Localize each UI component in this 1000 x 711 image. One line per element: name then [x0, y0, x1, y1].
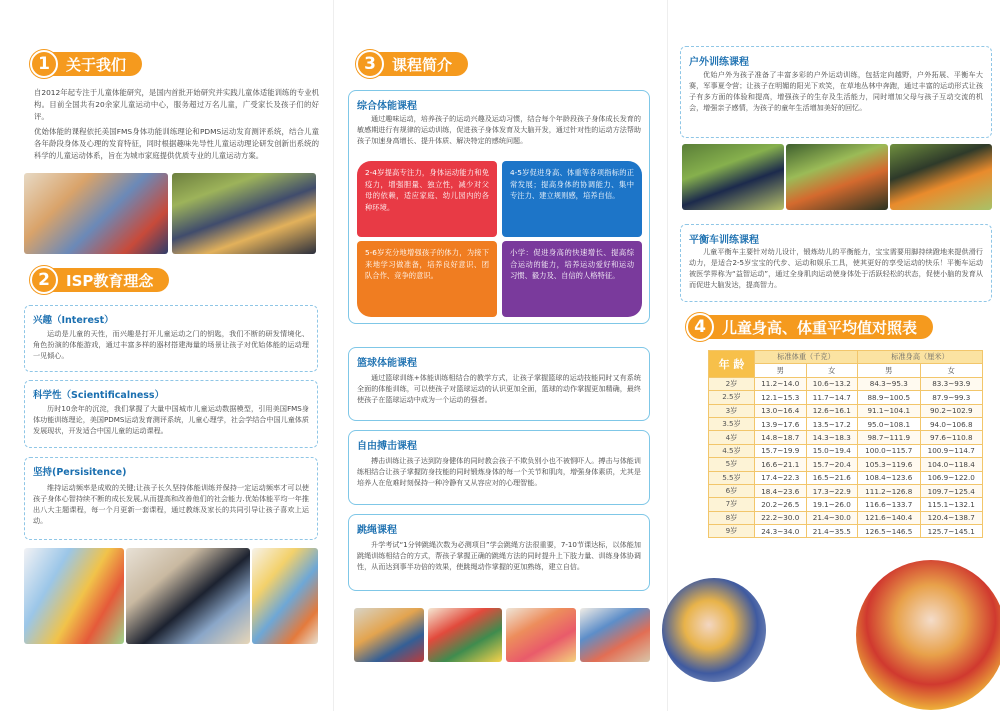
table-cell: 18.4~23.6: [755, 484, 807, 497]
table-cell-age: 3.5岁: [709, 417, 755, 430]
table-cell: 21.4~35.5: [806, 525, 858, 538]
table-cell-age: 7岁: [709, 498, 755, 511]
table-cell: 95.0~108.1: [858, 417, 920, 430]
quad-primary-school: 小学：促进身高的快速增长、提高综合运动的能力，培养运动爱好和运动习惯、毅力及、自信的人格特征。: [502, 241, 642, 317]
table-row: [709, 377, 983, 390]
photo-outdoor-1: [682, 144, 784, 210]
table-cell: 105.3~119.6: [858, 458, 920, 471]
table-cell: 121.6~140.4: [858, 511, 920, 524]
section1-number: 1: [30, 50, 58, 78]
table-weight-female: 女: [806, 364, 858, 377]
card-interest-title: 兴趣（Interest）: [33, 315, 114, 326]
table-cell: 115.1~132.1: [920, 498, 983, 511]
table-cell-age: 2岁: [709, 377, 755, 390]
photo-course-4: [580, 608, 650, 662]
photo-gym-mats: [252, 548, 318, 644]
table-cell: 13.0~16.4: [755, 404, 807, 417]
table-age-header: 年 龄: [709, 351, 755, 378]
photo-child-balance-round: [662, 578, 766, 682]
section4-title: 儿童身高、体重平均值对照表: [704, 315, 933, 339]
table-cell-age: 3岁: [709, 404, 755, 417]
table-row: [709, 498, 983, 511]
table-cell: 88.9~100.5: [858, 391, 920, 404]
outdoor-title: 户外训练课程: [689, 57, 749, 68]
table-cell: 24.3~34.0: [755, 525, 807, 538]
table-weight-header: 标准体重（千克）: [755, 351, 858, 364]
about-paragraph-1: 自2012年起专注于儿童体能研究，是国内首批开始研究并实践儿童体适能训练的专业机构。目前全国共有20余家儿童运动中心，服务超过万名儿童，广受家长及孩子们的好评。: [34, 88, 319, 121]
table-cell: 11.7~14.7: [806, 391, 858, 404]
table-cell-age: 8岁: [709, 511, 755, 524]
table-cell-age: 5.5岁: [709, 471, 755, 484]
table-cell: 11.2~14.0: [755, 377, 807, 390]
table-cell: 108.4~123.6: [858, 471, 920, 484]
table-cell: 14.8~18.7: [755, 431, 807, 444]
table-cell: 10.6~13.2: [806, 377, 858, 390]
table-cell: 111.2~126.8: [858, 484, 920, 497]
card-scientific-title: 科学性（Scientificalness）: [33, 390, 165, 401]
card-balance-bike: [680, 224, 992, 302]
card-persistence: [24, 457, 318, 540]
column-outdoor-and-table: [667, 0, 1000, 711]
table-cell: 90.2~102.9: [920, 404, 983, 417]
table-cell: 84.3~95.3: [858, 377, 920, 390]
table-cell: 13.5~17.2: [806, 417, 858, 430]
balance-text: 儿童平衡车主要针对幼儿设计，锻炼幼儿的平衡能力，宝宝需要用脚持续蹬地来提供滑行动力，是适合2-5岁宝宝的代步、运动和娱乐工具，使其更好的享受运动的快乐！平衡车运动被医学界称为“益智运动”，通过全身肌肉运动使身体处于活跃轻松的状态，促使小脑的发育从而促进大脑发达，提高智力。: [689, 247, 983, 289]
table-cell: 100.0~115.7: [858, 444, 920, 457]
section2-number: 2: [30, 266, 58, 294]
card-interest-text: 运动是儿童的天性，而兴趣是打开儿童运动之门的钥匙，我们不断的研发情境化、角色扮演的体能游戏，通过丰富多样的器材搭建海量的场景让孩子对优始体能的运动理一见倾心。: [33, 329, 309, 360]
table-row: [709, 404, 983, 417]
table-cell: 120.4~138.7: [920, 511, 983, 524]
photo-outdoor-3: [890, 144, 992, 210]
table-row: [709, 484, 983, 497]
section1-header: [30, 50, 142, 78]
section4-header: [686, 313, 933, 341]
table-cell: 16.6~21.1: [755, 458, 807, 471]
card-jumprope: [348, 514, 650, 591]
card-scientific-text: 历时10余年的沉淀，我们掌握了大量中国城市儿童运动数据模型，引用美国FMS身体功能训练理论，美国PDMS运动发育测评系统，儿童心理学，社会学结合中国儿童体质发展现状，开发适合中国儿童的运动课程。: [33, 404, 309, 435]
martial-title: 自由搏击课程: [357, 441, 417, 452]
table-cell: 126.5~146.5: [858, 525, 920, 538]
card-interest: [24, 305, 318, 372]
basketball-text: 通过篮球训练+体能训练相结合的教学方式，让孩子掌握篮球的运动技能同时又有系统全面的体能训练，可以使孩子对篮球运动的认识更加全面，篮球的动作掌握更加精确，最终使孩子在篮球运动中成为一个运动的强者。: [357, 373, 641, 404]
card-outdoor: [680, 46, 992, 138]
photo-ring-hanging: [126, 548, 250, 644]
table-cell: 12.6~16.1: [806, 404, 858, 417]
table-cell: 83.3~93.9: [920, 377, 983, 390]
table-cell: 109.7~125.4: [920, 484, 983, 497]
table-cell: 100.9~114.7: [920, 444, 983, 457]
card-persistence-title: 坚持(Persisitence): [33, 467, 127, 478]
table-cell: 91.1~104.1: [858, 404, 920, 417]
photo-course-3: [506, 608, 576, 662]
table-cell: 116.6~133.7: [858, 498, 920, 511]
table-height-male: 男: [858, 364, 920, 377]
table-cell-age: 9岁: [709, 525, 755, 538]
section4-number: 4: [686, 313, 714, 341]
table-cell: 87.9~99.3: [920, 391, 983, 404]
table-row: [709, 431, 983, 444]
table-cell-age: 4岁: [709, 431, 755, 444]
table-row: [709, 525, 983, 538]
table-height-female: 女: [920, 364, 983, 377]
quad-age-4-5: 4-5岁促进身高、体重等各项指标的正常发展；提高身体的协调能力、集中专注力、建立规则感，培养自信。: [502, 161, 642, 237]
card-persistence-text: 维持运动频率是成败的关键;让孩子长久坚持体能训练并保持一定运动频率才可以使孩子身体心智持续不断的成长发展,从而提高和改善他们的社会能力.优始体能平均一年推出八大主题课程，每一个月更新一套课程，通过教练及家长的共同引导让孩子喜欢上运动。: [33, 483, 309, 525]
table-cell: 17.3~22.9: [806, 484, 858, 497]
section2-title: ISP教育理念: [48, 268, 169, 292]
jumprope-title: 跳绳课程: [357, 525, 397, 536]
photo-climbing-wall: [24, 173, 168, 254]
card-comprehensive: [348, 90, 650, 324]
table-cell: 12.1~15.3: [755, 391, 807, 404]
photo-ball-play: [24, 548, 124, 644]
table-row: [709, 471, 983, 484]
card-scientific: [24, 380, 318, 448]
photo-course-1: [354, 608, 424, 662]
column-about: [0, 0, 333, 711]
photo-course-2: [428, 608, 502, 662]
section1-title: 关于我们: [48, 52, 142, 76]
basketball-title: 篮球体能课程: [357, 358, 417, 369]
table-cell: 14.3~18.3: [806, 431, 858, 444]
jumprope-text: 升学考试“1分钟跳绳次数为必测项目”学会跳绳方法很重要，7-10节课达标，以体能加跳绳训练相结合的方式，帮孩子掌握正确的跳绳方法的同时提升上下肢力量、训练身体协调性，从而达到事半功倍的效果，使跳绳动作掌握的更加熟练，建立自信。: [357, 540, 641, 571]
table-cell: 19.1~26.0: [806, 498, 858, 511]
section3-header: [356, 50, 468, 78]
height-weight-table: [708, 350, 983, 538]
table-cell-age: 4.5岁: [709, 444, 755, 457]
table-cell: 94.0~106.8: [920, 417, 983, 430]
table-cell-age: 6岁: [709, 484, 755, 497]
table-cell: 13.9~17.6: [755, 417, 807, 430]
table-cell: 16.5~21.6: [806, 471, 858, 484]
quad-age-5-6: 5-6岁充分地增强孩子的体力，为接下来地学习做准备，培养良好意识、团队合作、竞争的意识。: [357, 241, 497, 317]
table-row: [709, 417, 983, 430]
about-paragraph-2: 优始体能的课程依托美国FMS身体功能训练理论和PDMS运动发育测评系统，结合儿童各年龄段身体及心理的发育特征，同时根据趣味先导性儿童运动理论研发创新出系统的科学的儿童运动体系，旨在为城市家庭提供优质专业的儿童运动方案。: [34, 127, 319, 160]
martial-text: 搏击训练让孩子达到防身健体的同时教会孩子不欺负别小也不被恫吓人。搏击与体能训练相结合让孩子掌握防身技能的同时锻炼身体的每一个关节和肌肉，增强身体素质，尤其是培养人在危难时刻保持一种冷静有又从容应对的心理智能。: [357, 456, 641, 487]
table-cell: 106.9~122.0: [920, 471, 983, 484]
card-martial: [348, 430, 650, 505]
table-row: [709, 444, 983, 457]
table-height-header: 标准身高（厘米）: [858, 351, 983, 364]
table-cell: 104.0~118.4: [920, 458, 983, 471]
photo-child-crawl-round: [856, 560, 1000, 710]
table-cell: 15.0~19.4: [806, 444, 858, 457]
table-cell: 15.7~20.4: [806, 458, 858, 471]
section3-title: 课程简介: [374, 52, 468, 76]
table-cell: 22.2~30.0: [755, 511, 807, 524]
table-row: [709, 458, 983, 471]
table-row: [709, 511, 983, 524]
comprehensive-title: 综合体能课程: [357, 101, 417, 112]
table-cell: 98.7~111.9: [858, 431, 920, 444]
table-weight-male: 男: [755, 364, 807, 377]
table-cell: 20.2~26.5: [755, 498, 807, 511]
table-body: [709, 377, 983, 538]
outdoor-text: 优始户外为孩子准备了丰富多彩的户外运动训练，包括定向越野，户外拓展、平衡车大赛，军事夏令营；让孩子在明媚的阳光下欢笑，在草地丛林中奔跑，通过丰富的运动形式让孩子有多方面的体验和提高，增强孩子的生存及生活能力，同时增加父母与孩子互动交流的机会，增强亲子感情，为孩子的童年生活增加美好的回忆。: [689, 70, 983, 112]
table-row: [709, 391, 983, 404]
table-cell-age: 2.5岁: [709, 391, 755, 404]
quad-age-2-4: 2-4岁提高专注力，身体运动能力和免疫力，增强胆量、独立性，减少对父母的依赖，适应家庭、幼儿园内的各种环境。: [357, 161, 497, 237]
table-cell: 21.4~30.0: [806, 511, 858, 524]
section3-number: 3: [356, 50, 384, 78]
photo-balance-bike-class: [172, 173, 316, 254]
comprehensive-intro: 通过趣味运动，培养孩子的运动兴趣及运动习惯，结合每个年龄段孩子身体成长发育的敏感期进行有规律的运动训练，促进孩子身体发育及大脑开发，通过针对性的运动方法帮助孩子加速身高增长、提升体质、解决特定的感统问题。: [357, 114, 641, 145]
table-cell-age: 5岁: [709, 458, 755, 471]
table-cell: 97.6~110.8: [920, 431, 983, 444]
card-basketball: [348, 347, 650, 421]
column-courses: [333, 0, 667, 711]
table-cell: 17.4~22.3: [755, 471, 807, 484]
balance-title: 平衡车训练课程: [689, 235, 759, 246]
table-cell: 15.7~19.9: [755, 444, 807, 457]
photo-outdoor-2: [786, 144, 888, 210]
section2-header: [30, 266, 169, 294]
table-cell: 125.7~145.1: [920, 525, 983, 538]
